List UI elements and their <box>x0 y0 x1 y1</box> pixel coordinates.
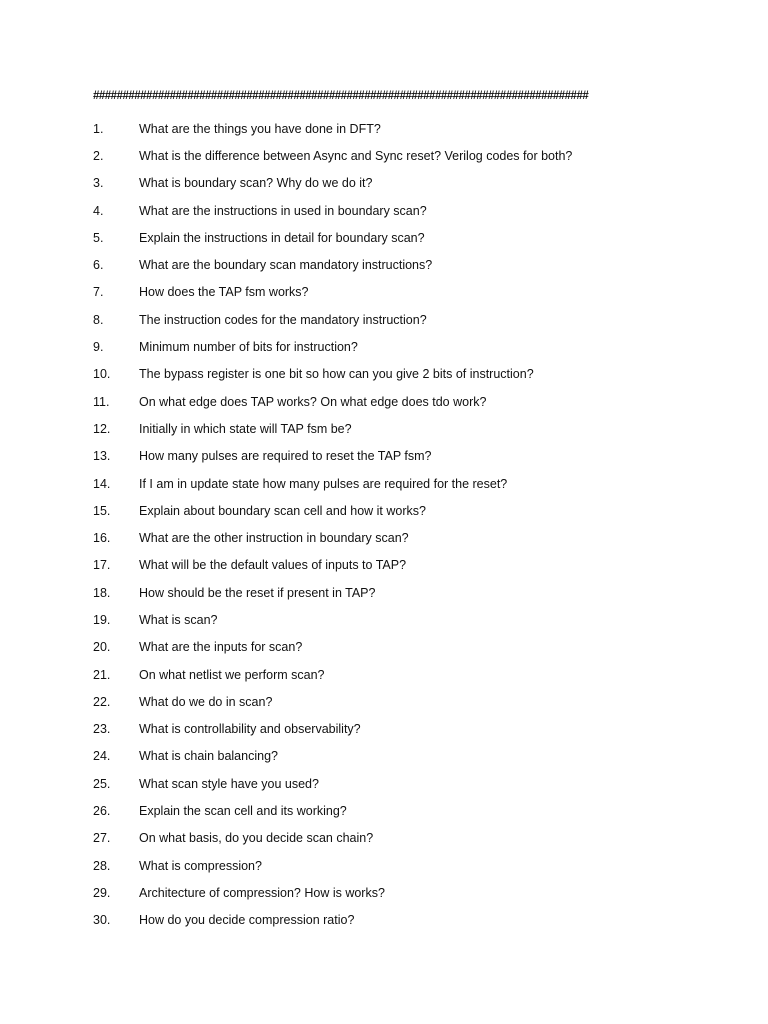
question-number: 4. <box>93 203 104 218</box>
question-item <box>93 443 693 470</box>
question-item <box>93 879 693 906</box>
question-item <box>93 825 693 852</box>
question-text: Minimum number of bits for instruction? <box>139 340 358 355</box>
question-text: On what edge does TAP works? On what edge does tdo work? <box>139 394 487 409</box>
question-text: What is the difference between Async and Sync reset? Verilog codes for both? <box>139 148 573 163</box>
question-text: What is compression? <box>139 858 262 873</box>
question-number: 28. <box>93 858 111 873</box>
question-number: 23. <box>93 722 111 737</box>
question-item <box>93 770 693 797</box>
question-text: On what netlist we perform scan? <box>139 667 325 682</box>
question-text: What scan style have you used? <box>139 776 319 791</box>
question-text: What do we do in scan? <box>139 694 273 709</box>
question-number: 12. <box>93 421 111 436</box>
question-item <box>93 579 693 606</box>
question-text: What are the boundary scan mandatory instructions? <box>139 258 433 273</box>
question-text: How do you decide compression ratio? <box>139 913 355 928</box>
question-list <box>93 115 693 934</box>
question-text: How many pulses are required to reset the TAP fsm? <box>139 449 432 464</box>
question-text: Explain the instructions in detail for boundary scan? <box>139 230 425 245</box>
question-item <box>93 279 693 306</box>
question-item <box>93 333 693 360</box>
question-number: 13. <box>93 449 111 464</box>
question-text: What is controllability and observability? <box>139 722 361 737</box>
question-item <box>93 115 693 142</box>
question-item <box>93 852 693 879</box>
question-text: What are the inputs for scan? <box>139 640 303 655</box>
question-item <box>93 470 693 497</box>
question-item <box>93 907 693 934</box>
question-number: 22. <box>93 694 111 709</box>
question-number: 16. <box>93 531 111 546</box>
question-text: Explain the scan cell and its working? <box>139 804 347 819</box>
question-text: What are the instructions in used in boundary scan? <box>139 203 427 218</box>
question-number: 20. <box>93 640 111 655</box>
question-item <box>93 170 693 197</box>
question-item <box>93 661 693 688</box>
question-text: How should be the reset if present in TAP? <box>139 585 376 600</box>
question-item <box>93 716 693 743</box>
question-text: What are the other instruction in boundary scan? <box>139 531 409 546</box>
question-text: How does the TAP fsm works? <box>139 285 309 300</box>
question-item <box>93 524 693 551</box>
question-text: If I am in update state how many pulses are required for the reset? <box>139 476 508 491</box>
question-number: 8. <box>93 312 104 327</box>
separator-line: #################################################################################### <box>93 90 589 102</box>
question-number: 24. <box>93 749 111 764</box>
question-number: 18. <box>93 585 111 600</box>
question-text: What is boundary scan? Why do we do it? <box>139 176 373 191</box>
question-text: On what basis, do you decide scan chain? <box>139 831 374 846</box>
question-item <box>93 224 693 251</box>
question-item <box>93 197 693 224</box>
question-number: 9. <box>93 340 104 355</box>
question-number: 10. <box>93 367 111 382</box>
question-text: Explain about boundary scan cell and how it works? <box>139 503 426 518</box>
question-number: 19. <box>93 612 111 627</box>
question-number: 2. <box>93 148 104 163</box>
question-text: What is scan? <box>139 612 218 627</box>
question-number: 15. <box>93 503 111 518</box>
question-item <box>93 743 693 770</box>
question-number: 30. <box>93 913 111 928</box>
question-item <box>93 361 693 388</box>
question-number: 17. <box>93 558 111 573</box>
question-text: What will be the default values of inputs to TAP? <box>139 558 407 573</box>
question-number: 26. <box>93 804 111 819</box>
question-item <box>93 415 693 442</box>
question-number: 29. <box>93 885 111 900</box>
question-number: 25. <box>93 776 111 791</box>
question-number: 3. <box>93 176 104 191</box>
question-item <box>93 688 693 715</box>
question-text: The instruction codes for the mandatory instruction? <box>139 312 427 327</box>
question-item <box>93 306 693 333</box>
question-number: 1. <box>93 121 104 136</box>
question-number: 11. <box>93 394 110 409</box>
question-number: 5. <box>93 230 104 245</box>
question-number: 21. <box>93 667 111 682</box>
question-item <box>93 797 693 824</box>
question-number: 6. <box>93 258 104 273</box>
question-item <box>93 251 693 278</box>
question-text: What are the things you have done in DFT? <box>139 121 381 136</box>
question-item <box>93 606 693 633</box>
question-item <box>93 142 693 169</box>
question-item <box>93 634 693 661</box>
question-text: What is chain balancing? <box>139 749 278 764</box>
question-number: 27. <box>93 831 111 846</box>
question-text: Architecture of compression? How is works? <box>139 885 385 900</box>
question-text: The bypass register is one bit so how can you give 2 bits of instruction? <box>139 367 534 382</box>
question-item <box>93 388 693 415</box>
question-item <box>93 552 693 579</box>
question-item <box>93 497 693 524</box>
question-text: Initially in which state will TAP fsm be? <box>139 421 352 436</box>
question-number: 7. <box>93 285 104 300</box>
question-number: 14. <box>93 476 111 491</box>
